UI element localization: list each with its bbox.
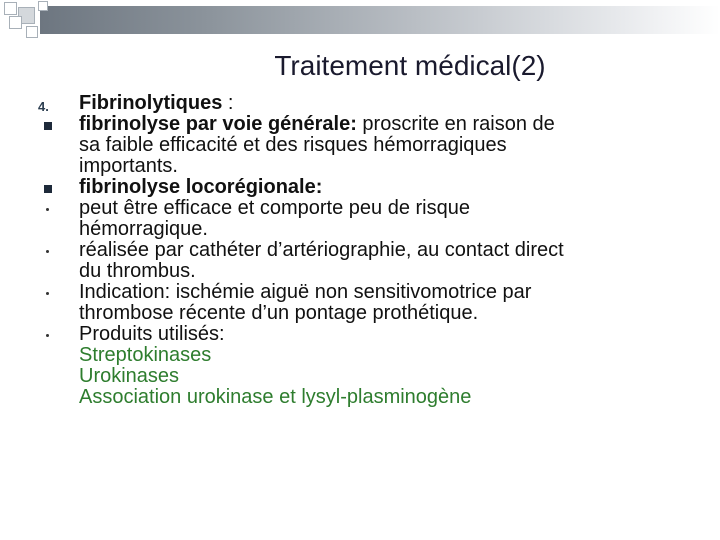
- product-name: Streptokinases: [79, 344, 212, 366]
- list-number: 4.: [38, 99, 49, 114]
- item-text: proscrite en raison de: [356, 113, 555, 135]
- item-text: :: [222, 92, 234, 114]
- list-item: [38, 240, 688, 282]
- decor-square: [38, 1, 48, 11]
- list-item: [38, 198, 688, 240]
- list-item: [38, 93, 688, 114]
- item-text: sa faible efficacité et des risques hémorragiques: [79, 134, 507, 156]
- list-item: [38, 114, 688, 177]
- item-heading: Fibrinolytiques: [79, 92, 223, 114]
- item-text: hémorragique.: [79, 218, 208, 240]
- decor-square: [26, 26, 38, 38]
- item-text: thrombose récente d’un pontage prothétique.: [79, 302, 479, 324]
- item-text: importants.: [79, 155, 178, 177]
- gradient-bar: [40, 6, 720, 34]
- decorative-header-band: [0, 0, 720, 42]
- list-item: [38, 282, 688, 324]
- item-heading: fibrinolyse par voie générale:: [79, 113, 357, 135]
- slide-title: Traitement médical(2): [274, 50, 546, 81]
- product-name: Association urokinase et lysyl-plasminogène: [79, 386, 472, 408]
- list-item: [38, 324, 688, 345]
- item-text: Indication: ischémie aiguë non sensitivomotrice par: [79, 281, 532, 303]
- list-item: [38, 177, 688, 198]
- item-text: du thrombus.: [79, 260, 196, 282]
- item-text: peut être efficace et comporte peu de risque: [79, 197, 470, 219]
- decor-square: [4, 2, 17, 15]
- item-text: réalisée par cathéter d’artériographie, au contact direct: [79, 239, 564, 261]
- slide-body: [38, 93, 688, 408]
- product-name: Urokinases: [79, 365, 180, 387]
- item-heading: fibrinolyse locorégionale:: [79, 176, 323, 198]
- item-text: Produits utilisés:: [79, 323, 225, 345]
- decor-square: [9, 16, 22, 29]
